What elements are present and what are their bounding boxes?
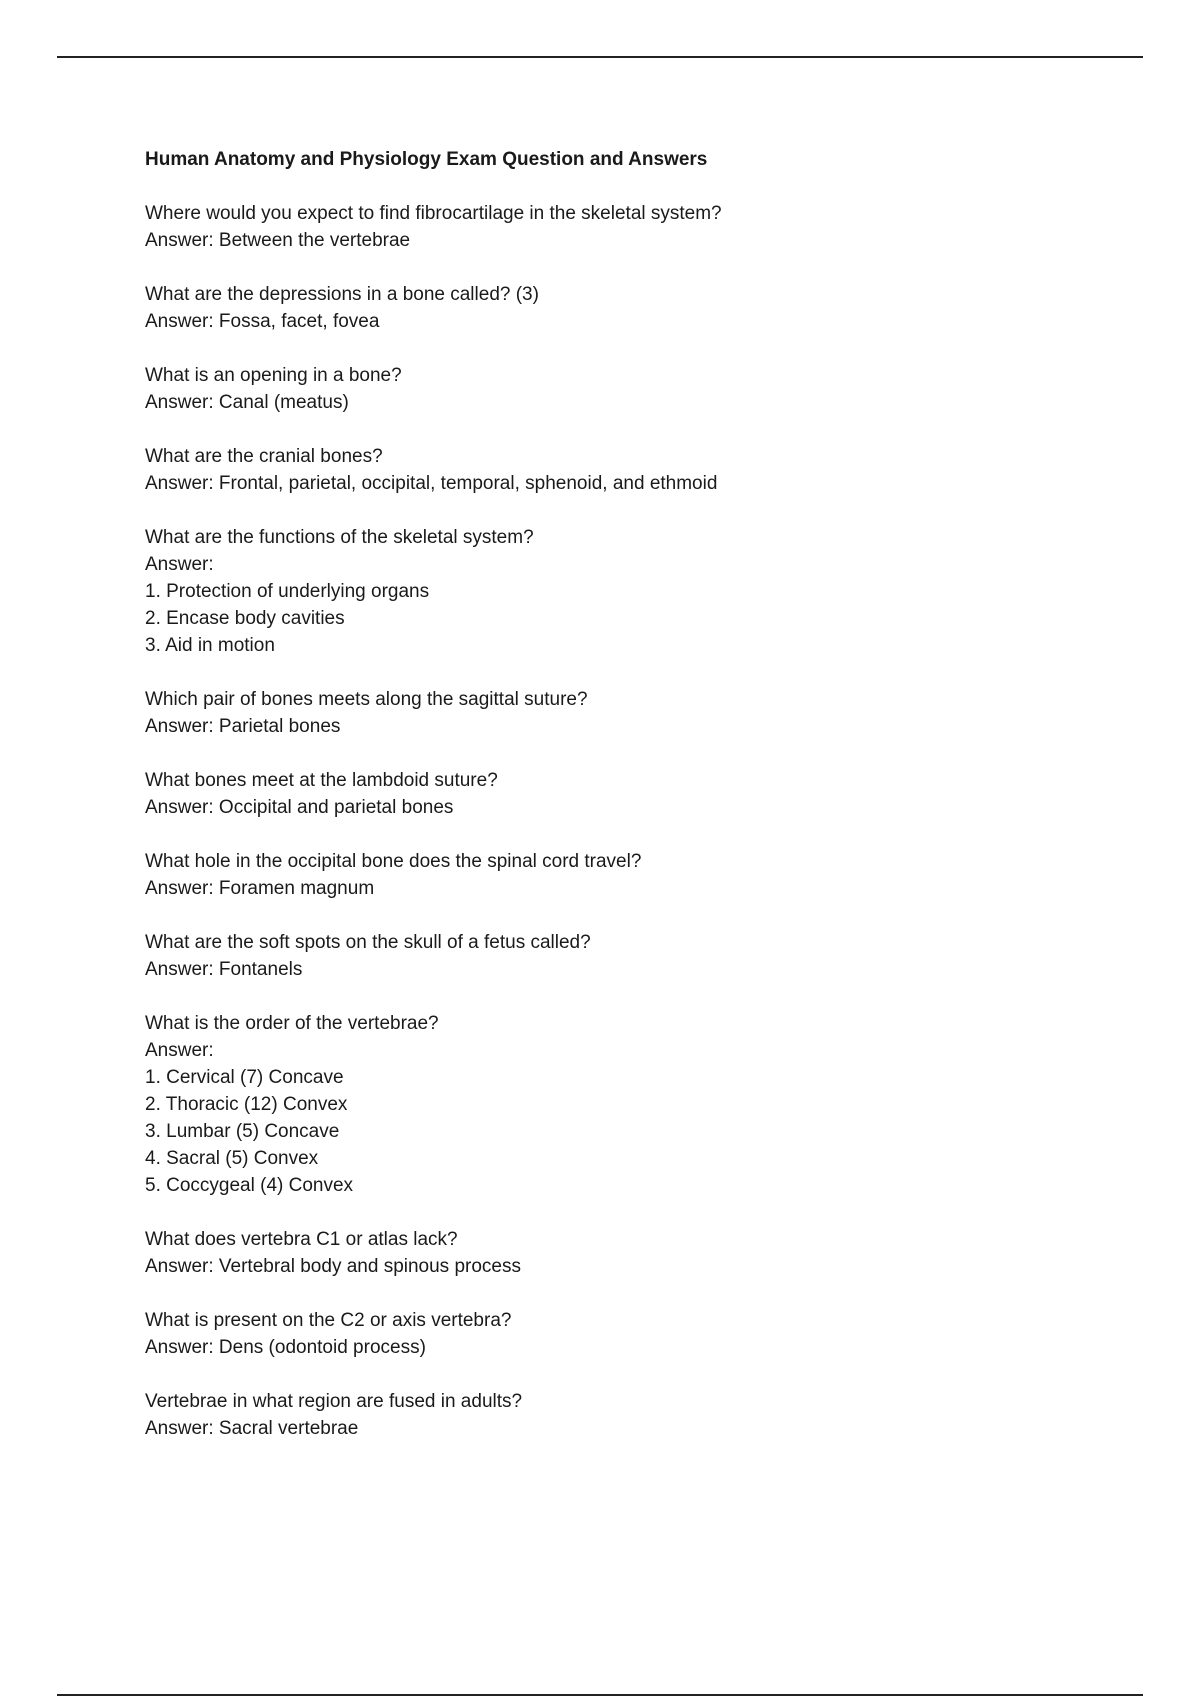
qa-block <box>145 524 1105 659</box>
question-text: What are the soft spots on the skull of a fetus called? <box>145 932 591 953</box>
document-title: Human Anatomy and Physiology Exam Question and Answers <box>145 149 708 170</box>
answer-list-item: 1. Protection of underlying organs <box>145 581 430 602</box>
answer-text: Answer: Canal (meatus) <box>145 392 349 413</box>
question-text: Which pair of bones meets along the sagittal suture? <box>145 689 588 710</box>
question-text: What is an opening in a bone? <box>145 365 402 386</box>
answer-text: Answer: Frontal, parietal, occipital, temporal, sphenoid, and ethmoid <box>145 473 718 494</box>
qa-block <box>145 281 1105 335</box>
answer-text: Answer: Vertebral body and spinous process <box>145 1256 521 1277</box>
question-text: What is the order of the vertebrae? <box>145 1013 439 1034</box>
question-text: What bones meet at the lambdoid suture? <box>145 770 498 791</box>
question-text: Vertebrae in what region are fused in adults? <box>145 1391 523 1412</box>
question-text: What is present on the C2 or axis vertebra? <box>145 1310 512 1331</box>
question-text: What hole in the occipital bone does the spinal cord travel? <box>145 851 642 872</box>
qa-block <box>145 362 1105 416</box>
answer-text: Answer: <box>145 1040 214 1061</box>
question-text: What does vertebra C1 or atlas lack? <box>145 1229 458 1250</box>
answer-text: Answer: Fontanels <box>145 959 303 980</box>
answer-text: Answer: Occipital and parietal bones <box>145 797 454 818</box>
answer-list <box>145 578 1105 659</box>
qa-block <box>145 1226 1105 1280</box>
question-text: What are the functions of the skeletal system? <box>145 527 534 548</box>
answer-list-item: 3. Aid in motion <box>145 635 275 656</box>
answer-list <box>145 1064 1105 1199</box>
answer-text: Answer: Fossa, facet, fovea <box>145 311 380 332</box>
answer-text: Answer: <box>145 554 214 575</box>
document-body <box>145 146 1105 1469</box>
answer-list-item: 1. Cervical (7) Concave <box>145 1067 344 1088</box>
qa-block <box>145 686 1105 740</box>
answer-list-item: 2. Encase body cavities <box>145 608 345 629</box>
qa-block <box>145 848 1105 902</box>
answer-text: Answer: Between the vertebrae <box>145 230 411 251</box>
answer-list-item: 5. Coccygeal (4) Convex <box>145 1175 354 1196</box>
qa-block <box>145 767 1105 821</box>
qa-block <box>145 1307 1105 1361</box>
footer-rule <box>57 1694 1143 1696</box>
question-text: What are the cranial bones? <box>145 446 383 467</box>
answer-text: Answer: Foramen magnum <box>145 878 375 899</box>
qa-list <box>145 200 1105 1442</box>
qa-block <box>145 1010 1105 1199</box>
header-rule <box>57 56 1143 58</box>
answer-text: Answer: Sacral vertebrae <box>145 1418 359 1439</box>
answer-text: Answer: Dens (odontoid process) <box>145 1337 426 1358</box>
question-text: What are the depressions in a bone called? (3) <box>145 284 539 305</box>
qa-block <box>145 929 1105 983</box>
answer-list-item: 2. Thoracic (12) Convex <box>145 1094 348 1115</box>
answer-list-item: 4. Sacral (5) Convex <box>145 1148 319 1169</box>
answer-list-item: 3. Lumbar (5) Concave <box>145 1121 340 1142</box>
question-text: Where would you expect to find fibrocartilage in the skeletal system? <box>145 203 722 224</box>
answer-text: Answer: Parietal bones <box>145 716 341 737</box>
qa-block <box>145 443 1105 497</box>
qa-block <box>145 200 1105 254</box>
qa-block <box>145 1388 1105 1442</box>
